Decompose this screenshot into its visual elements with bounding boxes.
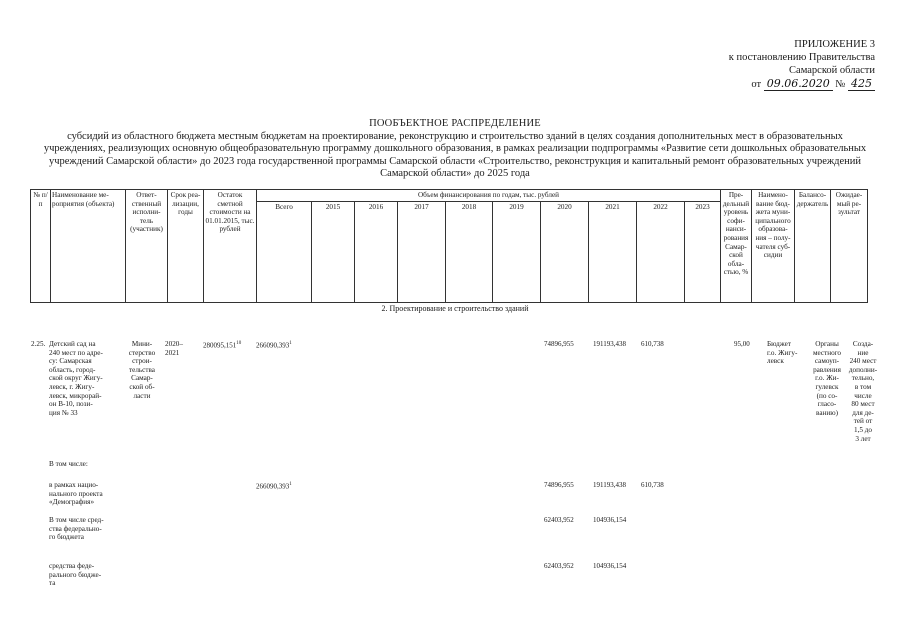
demography-label-line: нального проекта xyxy=(49,489,103,498)
row-name-line: левск, г. Жигу- xyxy=(49,382,95,391)
row-term-line: 2021 xyxy=(165,348,180,357)
federal-label-line: та xyxy=(49,579,56,588)
row-result-line: тельно, xyxy=(851,374,875,383)
demography-2022: 610,738 xyxy=(641,481,664,489)
appendix-date-line xyxy=(729,77,875,91)
header-year-2015: 2015 xyxy=(312,202,355,303)
row-result-line: дополни- xyxy=(848,365,878,374)
header-holder: Балансо-держатель xyxy=(795,190,831,303)
row-total-value: 266090,393 xyxy=(256,341,290,350)
row-resp-line: ласти xyxy=(133,391,151,400)
row-holder-line: гласо- xyxy=(817,400,837,409)
row-resp-line: стерство xyxy=(128,348,156,357)
row-resp-line: Самар- xyxy=(131,374,153,383)
row-resp-line: Мини- xyxy=(131,340,153,348)
header-year-2020: 2020 xyxy=(541,202,589,303)
table-header xyxy=(30,189,868,303)
row-rest-value: 280095,151 xyxy=(203,341,237,350)
header-year-2019: 2019 xyxy=(493,202,541,303)
header-year-2016: 2016 xyxy=(355,202,398,303)
row-name-line: ской округ Жигу- xyxy=(49,374,103,383)
row-name-line: Детский сад на xyxy=(49,340,96,348)
row-recipient-line: Бюджет xyxy=(767,340,791,348)
header-year-total: Всего xyxy=(257,202,312,303)
header-name: Наименование ме-роприятия (объекта) xyxy=(51,190,126,303)
row-result-line: 1,5 до xyxy=(853,425,873,434)
header-year-2018: 2018 xyxy=(446,202,493,303)
row-recipient-line: г.о. Жигу- xyxy=(767,348,798,357)
section-title: 2. Проектирование и строительство зданий xyxy=(381,304,529,313)
demography-2020: 74896,955 xyxy=(544,481,574,489)
row-total-footnote: 1 xyxy=(289,341,292,346)
row-name-line: 240 мест по адре- xyxy=(49,348,103,357)
appendix-number: 425 xyxy=(848,77,875,91)
title-line1: субсидий из областного бюджета местным бюджетам на проектирование, реконструкцию и строительство зданий в целях создания дополнительных мест в образовательных xyxy=(67,130,843,142)
row-holder-line: г.о. Жи- xyxy=(815,374,839,383)
row-result-line: ние xyxy=(857,348,869,357)
federal-label xyxy=(49,562,101,588)
header-year-2021: 2021 xyxy=(589,202,637,303)
title-line4: Самарской области» до 2025 года xyxy=(380,168,530,179)
row-term-line: 2020– xyxy=(165,340,183,348)
row-name xyxy=(49,340,103,417)
demography-label-line: в рамках нацио- xyxy=(49,481,99,489)
header-responsible: Ответ-ственный исполни-тель (участник) xyxy=(126,190,168,303)
row-result-line: тей от xyxy=(853,417,873,426)
row-result-line: в том xyxy=(854,382,872,391)
document-title xyxy=(30,118,880,181)
row-holder-line: Органы xyxy=(815,340,839,348)
row-result-line: 80 мест xyxy=(851,400,875,409)
row-recipient-line: левск xyxy=(767,357,784,366)
appendix-date: 09.06.2020 xyxy=(764,77,833,91)
header-recipient: Наимено-вание бюд-жета муни-ципального образова-ния – полу-чателя суб-сидии xyxy=(752,190,795,303)
row-name-line: область, город- xyxy=(49,365,96,374)
appendix-block xyxy=(729,38,875,91)
row-2022: 610,738 xyxy=(641,340,664,348)
demography-total-footnote: 1 xyxy=(289,482,292,487)
title-line2: учреждениях, реализующих основную общеобразовательную программу дошкольного образования, в рамках реализации подпрограммы «Развитие сети дошкольных образовательных xyxy=(43,143,867,154)
row-responsible xyxy=(128,340,156,400)
row-resp-line: строи- xyxy=(132,357,152,366)
including-label: В том числе: xyxy=(49,460,88,468)
row-rest-footnote: 10 xyxy=(236,341,242,346)
title-main: ПООБЪЕКТНОЕ РАСПРЕДЕЛЕНИЕ xyxy=(369,118,541,129)
appendix-prefix: от xyxy=(751,79,762,90)
demography-label-line: «Демография» xyxy=(49,498,95,507)
row-holder-line: местного xyxy=(812,348,842,357)
title-line3: учреждений Самарской области» до 2023 года государственной программы Самарской области «Строительство, реконструкция и капитальный ремонт образовательных учреждений xyxy=(48,155,862,167)
federal-incl-label-line: ства федерально- xyxy=(49,524,102,533)
row-result-line: 3 лет xyxy=(855,434,871,443)
federal-incl-2021: 104936,154 xyxy=(593,516,627,524)
row-total xyxy=(256,340,292,350)
row-result-line: 240 мест xyxy=(849,357,877,366)
row-2021: 191193,438 xyxy=(593,340,626,348)
header-num: № п/п xyxy=(31,190,51,303)
federal-incl-label-line: го бюджета xyxy=(49,533,84,542)
row-holder-line: гулевск xyxy=(815,382,839,391)
appendix-line2: к постановлению Правительства xyxy=(728,52,875,63)
demography-total xyxy=(256,481,292,491)
federal-label-line: рального бюдже- xyxy=(49,570,102,579)
appendix-no-mark: № xyxy=(835,79,846,90)
row-result-line: для де- xyxy=(852,408,874,417)
federal-2021: 104936,154 xyxy=(593,562,627,570)
appendix-title: ПРИЛОЖЕНИЕ 3 xyxy=(794,39,875,50)
row-name-line: левск, микрорай- xyxy=(49,391,102,400)
row-recipient xyxy=(767,340,797,366)
row-holder-line: ванию) xyxy=(816,408,838,417)
header-limit: Пре-дельный уровень софи-нанси-рования Самар-ской обла-стью, % xyxy=(721,190,752,303)
federal-2020: 62403,952 xyxy=(544,562,574,570)
demography-total-value: 266090,393 xyxy=(256,482,290,491)
row-result-line: Созда- xyxy=(852,340,874,348)
row-holder-line: самоуп- xyxy=(814,357,840,366)
row-holder-line: (по со- xyxy=(816,391,838,400)
header-year-2017: 2017 xyxy=(398,202,446,303)
row-number: 2.25. xyxy=(31,340,46,348)
row-holder-line: равления xyxy=(813,365,841,374)
row-resp-line: ской об- xyxy=(129,382,155,391)
row-result-line: числе xyxy=(854,391,872,400)
row-limit: 95,00 xyxy=(734,340,750,348)
federal-incl-label-line: В том числе сред- xyxy=(49,516,104,524)
header-volume: Объем финансирования по годам, тыс. рублей xyxy=(257,190,721,202)
demography-2021: 191193,438 xyxy=(593,481,626,489)
row-name-line: су: Самарская xyxy=(49,357,92,366)
header-year-2023: 2023 xyxy=(685,202,721,303)
header-rest: Остаток сметной стоимости на 01.01.2015, тыс. рублей xyxy=(204,190,257,303)
row-2020: 74896,955 xyxy=(544,340,574,348)
appendix-line3: Самарской области xyxy=(789,65,875,76)
row-name-line: он В-10, пози- xyxy=(49,400,93,409)
header-year-2022: 2022 xyxy=(637,202,685,303)
header-term: Срок реа-лизации, годы xyxy=(168,190,204,303)
federal-label-line: средства феде- xyxy=(49,562,95,570)
row-name-line: ция № 33 xyxy=(49,408,78,417)
row-holder xyxy=(810,340,844,417)
row-term xyxy=(165,340,183,357)
header-result: Ожидае-мый ре-зультат xyxy=(831,190,868,303)
demography-label xyxy=(49,481,103,507)
row-rest xyxy=(203,340,241,350)
federal-incl-label xyxy=(49,516,104,542)
federal-incl-2020: 62403,952 xyxy=(544,516,574,524)
row-result xyxy=(846,340,880,443)
row-resp-line: тельства xyxy=(128,365,156,374)
